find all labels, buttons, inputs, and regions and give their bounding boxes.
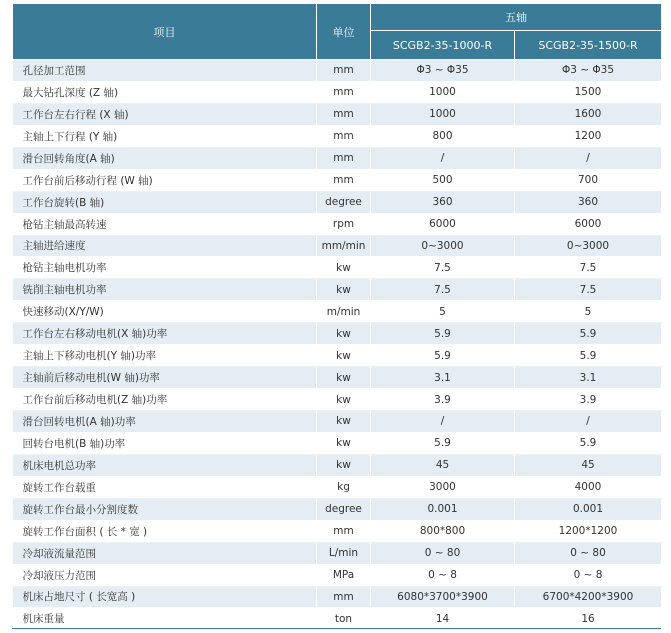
spec-value-model-1: 5.9 <box>371 345 515 367</box>
spec-value-model-2: 0.001 <box>515 498 662 520</box>
spec-table <box>12 3 662 630</box>
spec-unit-cell: kw <box>317 323 371 345</box>
spec-value-model-1: 6080*3700*3900 <box>371 586 515 608</box>
table-row <box>13 301 662 323</box>
spec-value-model-1: 3000 <box>371 476 515 498</box>
spec-value-model-2: 1600 <box>515 103 662 125</box>
table-bottom-border <box>12 628 661 629</box>
spec-unit-cell: mm <box>317 520 371 542</box>
spec-name-cell: 冷却液压力范围 <box>13 564 317 586</box>
spec-name-cell: 回转台电机(B 轴)功率 <box>13 432 317 454</box>
spec-value-model-2: 5.9 <box>515 345 662 367</box>
spec-unit-cell: kw <box>317 367 371 389</box>
spec-name-cell: 机床占地尺寸 ( 长宽高 ) <box>13 586 317 608</box>
table-row <box>13 81 662 103</box>
table-row <box>13 279 662 301</box>
spec-name-cell: 工作台前后移动行程 (W 轴) <box>13 169 317 191</box>
spec-name-cell: 旋转工作台载重 <box>13 476 317 498</box>
spec-value-model-2: 0~3000 <box>515 235 662 257</box>
table-row <box>13 454 662 476</box>
spec-name-cell: 主轴上下行程 (Y 轴) <box>13 125 317 147</box>
spec-value-model-1: 3.9 <box>371 389 515 411</box>
spec-value-model-2: 5 <box>515 301 662 323</box>
spec-name-cell: 冷却液流量范围 <box>13 542 317 564</box>
spec-value-model-2: 1500 <box>515 81 662 103</box>
spec-value-model-2: / <box>515 147 662 169</box>
spec-value-model-1: 360 <box>371 191 515 213</box>
spec-unit-cell: L/min <box>317 542 371 564</box>
spec-value-model-2: 7.5 <box>515 257 662 279</box>
spec-unit-cell: kw <box>317 454 371 476</box>
table-row <box>13 476 662 498</box>
spec-unit-cell: kw <box>317 432 371 454</box>
spec-name-cell: 工作台左右移动电机(X 轴)功率 <box>13 323 317 345</box>
spec-value-model-2: 5.9 <box>515 323 662 345</box>
spec-value-model-2: 700 <box>515 169 662 191</box>
spec-name-cell: 机床重量 <box>13 608 317 630</box>
table-row <box>13 147 662 169</box>
table-row <box>13 411 662 433</box>
spec-name-cell: 工作台前后移动电机(Z 轴)功率 <box>13 389 317 411</box>
table-row <box>13 542 662 564</box>
spec-name-cell: 孔径加工范围 <box>13 60 317 82</box>
header-item: 项目 <box>13 4 317 60</box>
spec-value-model-1: 500 <box>371 169 515 191</box>
spec-name-cell: 主轴上下移动电机(Y 轴)功率 <box>13 345 317 367</box>
spec-value-model-1: 0 ~ 80 <box>371 542 515 564</box>
spec-value-model-2: 6700*4200*3900 <box>515 586 662 608</box>
table-row <box>13 367 662 389</box>
spec-name-cell: 旋转工作台最小分割度数 <box>13 498 317 520</box>
table-row <box>13 389 662 411</box>
table-row <box>13 520 662 542</box>
spec-name-cell: 枪钻主轴电机功率 <box>13 257 317 279</box>
spec-name-cell: 滑台回转角度(A 轴) <box>13 147 317 169</box>
table-row <box>13 564 662 586</box>
spec-name-cell: 工作台左右行程 (X 轴) <box>13 103 317 125</box>
spec-unit-cell: mm <box>317 169 371 191</box>
spec-value-model-2: 360 <box>515 191 662 213</box>
spec-value-model-1: 0.001 <box>371 498 515 520</box>
spec-value-model-1: 14 <box>371 608 515 630</box>
spec-unit-cell: kw <box>317 345 371 367</box>
spec-value-model-1: 1000 <box>371 103 515 125</box>
spec-name-cell: 最大钻孔深度 (Z 轴) <box>13 81 317 103</box>
table-row <box>13 498 662 520</box>
spec-unit-cell: mm <box>317 125 371 147</box>
header-model-1: SCGB2-35-1000-R <box>371 31 515 60</box>
spec-name-cell: 快速移动(X/Y/W) <box>13 301 317 323</box>
spec-name-cell: 主轴进给速度 <box>13 235 317 257</box>
spec-unit-cell: kw <box>317 389 371 411</box>
table-row <box>13 125 662 147</box>
table-row <box>13 191 662 213</box>
table-row <box>13 103 662 125</box>
spec-unit-cell: ton <box>317 608 371 630</box>
spec-unit-cell: kw <box>317 257 371 279</box>
spec-value-model-2: 0 ~ 80 <box>515 542 662 564</box>
spec-value-model-1: / <box>371 411 515 433</box>
table-row <box>13 235 662 257</box>
spec-unit-cell: kw <box>317 411 371 433</box>
spec-value-model-2: 45 <box>515 454 662 476</box>
spec-name-cell: 主轴前后移动电机(W 轴)功率 <box>13 367 317 389</box>
spec-value-model-2: 3.1 <box>515 367 662 389</box>
spec-value-model-1: 7.5 <box>371 279 515 301</box>
spec-value-model-1: 5.9 <box>371 323 515 345</box>
header-unit: 单位 <box>317 4 371 60</box>
spec-value-model-1: 6000 <box>371 213 515 235</box>
spec-unit-cell: MPa <box>317 564 371 586</box>
spec-value-model-2: 1200*1200 <box>515 520 662 542</box>
spec-table-container <box>12 3 661 630</box>
spec-value-model-2: 16 <box>515 608 662 630</box>
spec-value-model-1: 5 <box>371 301 515 323</box>
spec-value-model-1: 5.9 <box>371 432 515 454</box>
spec-value-model-2: 3.9 <box>515 389 662 411</box>
table-row <box>13 345 662 367</box>
spec-value-model-1: / <box>371 147 515 169</box>
table-row <box>13 257 662 279</box>
spec-value-model-1: 7.5 <box>371 257 515 279</box>
spec-unit-cell: mm <box>317 60 371 82</box>
spec-name-cell: 机床电机总功率 <box>13 454 317 476</box>
spec-value-model-1: 1000 <box>371 81 515 103</box>
spec-unit-cell: kg <box>317 476 371 498</box>
table-body <box>13 60 662 630</box>
spec-value-model-2: 5.9 <box>515 432 662 454</box>
spec-unit-cell: mm <box>317 586 371 608</box>
spec-value-model-2: Φ3 ~ Φ35 <box>515 60 662 82</box>
spec-value-model-2: 0 ~ 8 <box>515 564 662 586</box>
spec-value-model-1: 800*800 <box>371 520 515 542</box>
spec-unit-cell: kw <box>317 279 371 301</box>
spec-name-cell: 旋转工作台面积 ( 长 * 宽 ) <box>13 520 317 542</box>
table-row <box>13 608 662 630</box>
spec-unit-cell: mm <box>317 81 371 103</box>
table-row <box>13 586 662 608</box>
spec-name-cell: 工作台旋转(B 轴) <box>13 191 317 213</box>
spec-name-cell: 滑台回转电机(A 轴)功率 <box>13 411 317 433</box>
header-group: 五轴 <box>371 4 662 31</box>
spec-unit-cell: degree <box>317 498 371 520</box>
table-row <box>13 323 662 345</box>
spec-unit-cell: m/min <box>317 301 371 323</box>
spec-value-model-2: 1200 <box>515 125 662 147</box>
spec-value-model-1: 0 ~ 8 <box>371 564 515 586</box>
spec-value-model-1: 3.1 <box>371 367 515 389</box>
header-model-2: SCGB2-35-1500-R <box>515 31 662 60</box>
spec-name-cell: 枪钻主轴最高转速 <box>13 213 317 235</box>
table-row <box>13 432 662 454</box>
spec-value-model-1: 45 <box>371 454 515 476</box>
spec-value-model-1: Φ3 ~ Φ35 <box>371 60 515 82</box>
spec-unit-cell: mm <box>317 147 371 169</box>
spec-value-model-1: 800 <box>371 125 515 147</box>
spec-value-model-1: 0~3000 <box>371 235 515 257</box>
spec-unit-cell: degree <box>317 191 371 213</box>
spec-unit-cell: mm/min <box>317 235 371 257</box>
spec-name-cell: 铣削主轴电机功率 <box>13 279 317 301</box>
spec-value-model-2: 6000 <box>515 213 662 235</box>
spec-value-model-2: 7.5 <box>515 279 662 301</box>
spec-unit-cell: mm <box>317 103 371 125</box>
table-row <box>13 60 662 82</box>
spec-value-model-2: 4000 <box>515 476 662 498</box>
table-row <box>13 169 662 191</box>
table-row <box>13 213 662 235</box>
spec-value-model-2: / <box>515 411 662 433</box>
spec-unit-cell: rpm <box>317 213 371 235</box>
table-header <box>13 4 662 60</box>
